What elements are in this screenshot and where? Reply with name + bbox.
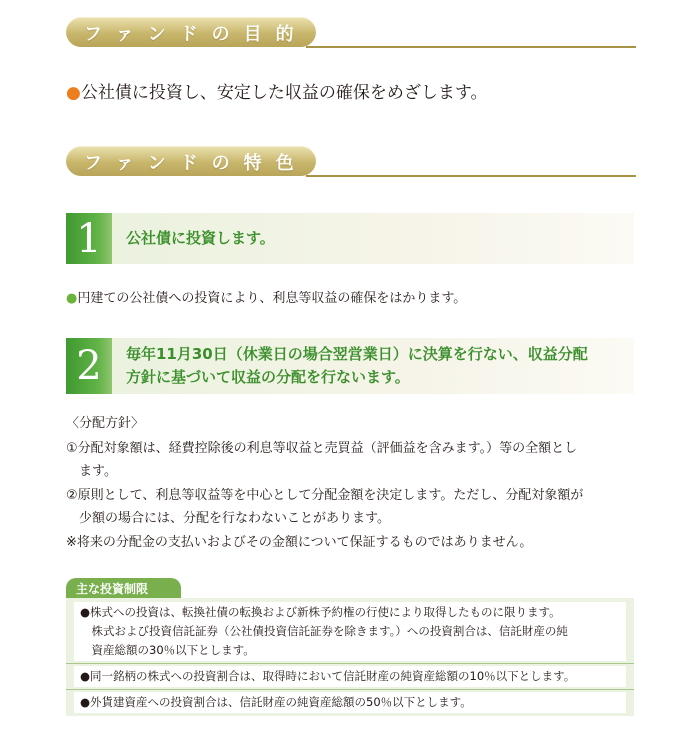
feature-box-2 bbox=[66, 338, 634, 394]
feature-title bbox=[126, 343, 588, 389]
purpose-text: 公社債に投資し、安定した収益の確保をめざします。 bbox=[80, 83, 488, 103]
section-header-features bbox=[66, 146, 636, 180]
feature-box-1 bbox=[66, 213, 634, 264]
section-heading: ファンドの目的 bbox=[84, 24, 308, 45]
policy-line: ②原則として、利息等収益等を中心として分配金額を決定します。ただし、分配対象額が bbox=[66, 488, 584, 503]
limits-label: 主な投資制限 bbox=[66, 578, 181, 600]
bullet-icon: ● bbox=[66, 83, 81, 103]
detail-text: 円建ての公社債への投資により、利息等収益の確保をはかります。 bbox=[77, 291, 467, 306]
limit-line: ●外貨建資産への投資割合は、信託財産の純資産総額の50％以下とします。 bbox=[80, 695, 472, 709]
bullet-icon: ● bbox=[66, 291, 78, 306]
limit-line: 資産総額の30％以下とします。 bbox=[80, 643, 255, 657]
section-header-purpose bbox=[66, 17, 636, 51]
limit-item bbox=[74, 602, 626, 661]
limits-box bbox=[66, 598, 634, 716]
policy-note: ※将来の分配金の支払いおよびその金額について保証するものではありません。 bbox=[66, 535, 533, 550]
feature-number: 1 bbox=[66, 213, 112, 264]
limit-line: ●株式への投資は、転換社債の転換および新株予約権の行使により取得したものに限ります。 bbox=[80, 605, 561, 619]
divider bbox=[66, 663, 634, 664]
limit-line: ●同一銘柄の株式への投資割合は、取得時において信託財産の純資産総額の10％以下とします。 bbox=[80, 669, 576, 683]
feature-1-detail bbox=[66, 287, 466, 310]
limit-line: 株式および投資信託証券（公社債投資信託証券を除きます。）への投資割合は、信託財産の純 bbox=[80, 624, 568, 638]
feature-number: 2 bbox=[66, 338, 112, 394]
policy-heading: 〈分配方針〉 bbox=[66, 416, 145, 431]
header-rule bbox=[306, 46, 636, 48]
policy-line: ①分配対象額は、経費控除後の利息等収益と売買益（評価益を含みます。）等の全額とし bbox=[66, 441, 578, 456]
limit-item bbox=[74, 666, 626, 687]
purpose-statement bbox=[66, 78, 487, 103]
limit-item bbox=[74, 692, 626, 713]
feature-title: 公社債に投資します。 bbox=[126, 229, 275, 247]
section-heading: ファンドの特色 bbox=[84, 153, 308, 174]
policy-line: ます。 bbox=[66, 464, 117, 479]
header-rule bbox=[306, 175, 636, 177]
divider bbox=[66, 689, 634, 690]
feature-title-line: 方針に基づいて収益の分配を行ないます。 bbox=[126, 368, 410, 386]
feature-title-line: 毎年11月30日（休業日の場合翌営業日）に決算を行ない、収益分配 bbox=[126, 345, 588, 363]
policy-line: 少額の場合には、分配を行なわないことがあります。 bbox=[66, 511, 390, 526]
